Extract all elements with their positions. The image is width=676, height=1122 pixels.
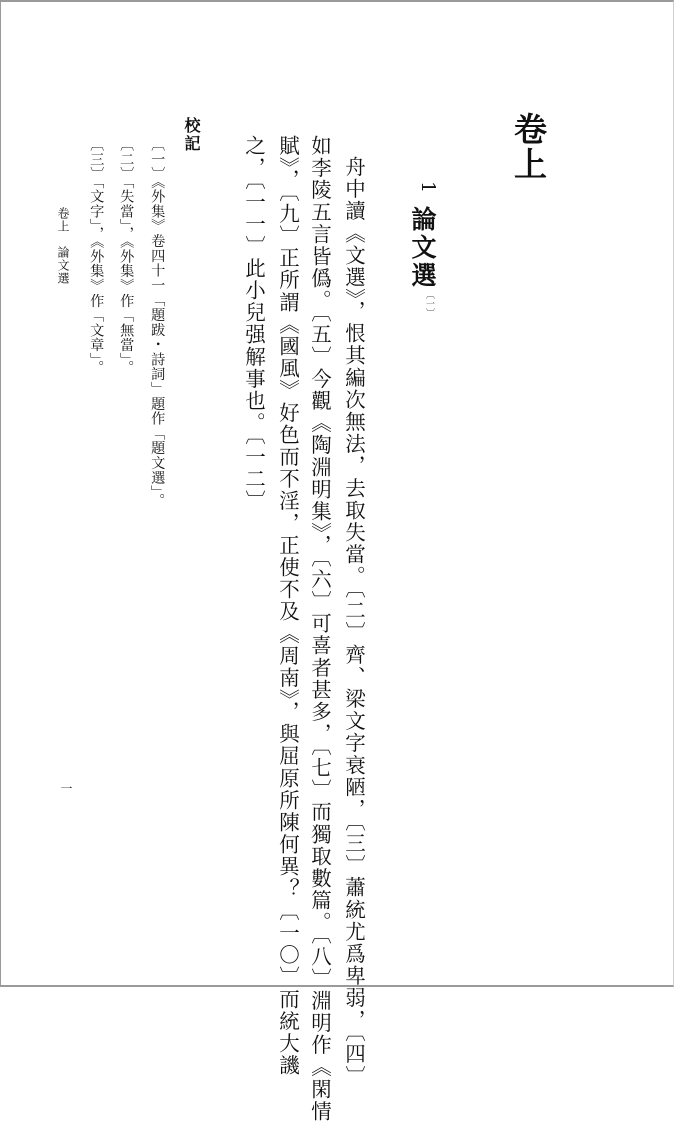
body-line-2: 如李陵五言皆僞。〔五〕今觀《陶淵明集》，〔六〕可喜者甚多，〔七〕而獨取數篇。〔八〕淵明作《閑情 xyxy=(307,135,332,1122)
page-number: 一 xyxy=(59,782,73,794)
chapter-title: 卷上 xyxy=(509,112,548,182)
section-title xyxy=(410,206,435,317)
notes-heading: 校記 xyxy=(182,117,201,153)
body-line-4: 之，〔一一〕此小兒强解事也。〔一二〕 xyxy=(241,135,266,513)
footnote-3: 〔三〕「文字」，《外集》作「文章」。 xyxy=(88,137,105,375)
footnote-1: 〔一〕《外集》卷四十一「題跋・詩詞」題作「題文選」。 xyxy=(149,137,166,508)
section-title-text: 論文選 xyxy=(408,206,437,290)
body-line-1: 舟中讀《文選》，恨其編次無法，去取失當。〔二〕齊、梁文字衰陋，〔三〕蕭統尤爲卑弱，〔四〕 xyxy=(341,156,366,1088)
footnote-2: 〔二〕「失當」，《外集》作「無當」。 xyxy=(118,137,135,375)
section-note-marker: 〔一〕 xyxy=(424,290,434,317)
body-line-3: 賦》，〔九〕正所謂《國風》好色而不淫，正使不及《周南》，與屈原所陳何異？〔一〇〕而統大譏 xyxy=(275,135,300,1077)
running-head: 卷上 論文選 xyxy=(56,207,70,285)
section-number: 1 xyxy=(417,181,439,194)
